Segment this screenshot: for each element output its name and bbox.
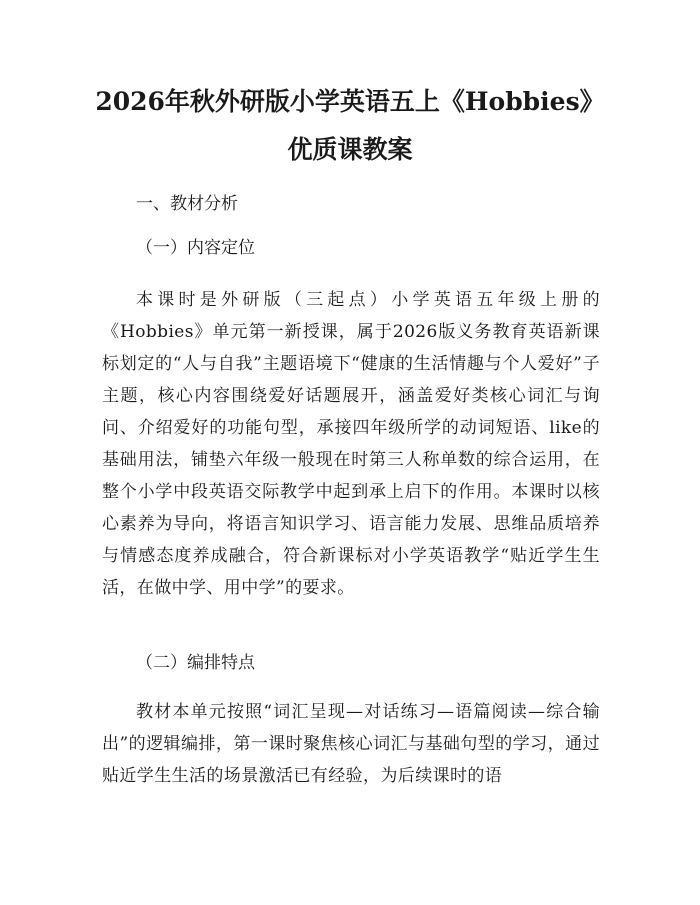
document-subtitle: 优质课教案	[287, 135, 413, 164]
section-heading-textbook-analysis: 一、教材分析	[136, 194, 238, 214]
subsection-heading-arrangement-features: （二）编排特点	[136, 653, 255, 673]
subsection-heading-content-positioning: （一）内容定位	[136, 238, 255, 258]
document-title: 2026年秋外研版小学英语五上《Hobbies》	[95, 87, 605, 116]
paragraph-content-positioning: 本课时是外研版（三起点）小学英语五年级上册的《Hobbies》单元第一新授课，属于2026版义务教育英语新课标划定的“人与自我”主题语境下“健康的生活情趣与个人爱好”子主题，核心内容围绕爱好话题展开，涵盖爱好类核心词汇与询问、介绍爱好的功能句型，承接四年级所学的动词短语、like的基础用法，铺垫六年级一般现在时第三人称单数的综合运用，在整个小学中段英语交际教学中起到承上启下的作用。本课时以核心素养为导向，将语言知识学习、语言能力发展、思维品质培养与情感态度养成融合，符合新课标对小学英语教学“贴近学生生活，在做中学、用中学”的要求。	[102, 290, 600, 598]
paragraph-arrangement-features: 教材本单元按照“词汇呈现—对话练习—语篇阅读—综合输出”的逻辑编排，第一课时聚焦核心词汇与基础句型的学习，通过贴近学生生活的场景激活已有经验，为后续课时的语	[102, 702, 600, 786]
